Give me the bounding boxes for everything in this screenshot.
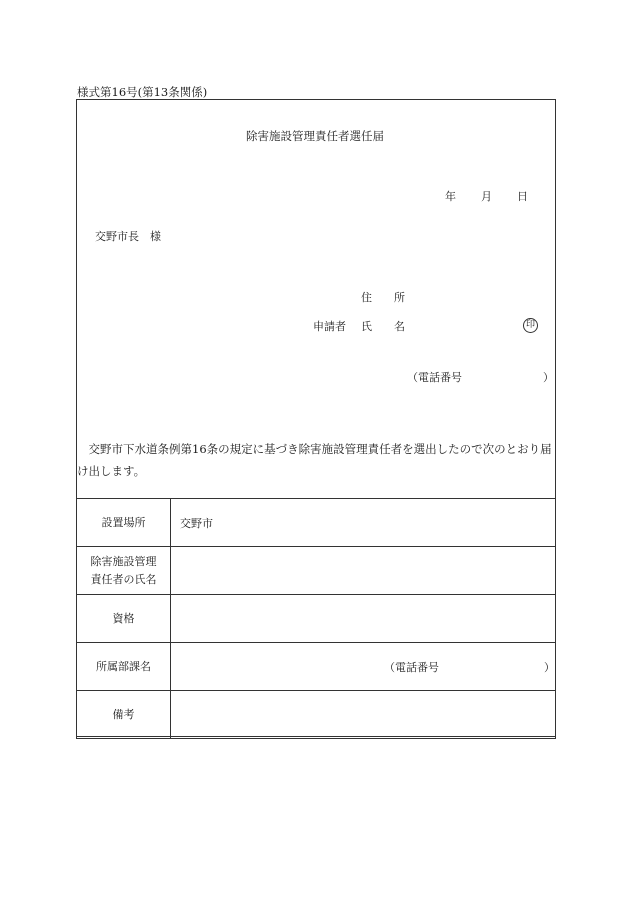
name-label: 氏 名 bbox=[361, 320, 405, 333]
form-number: 様式第16号(第13条関係) bbox=[77, 85, 208, 99]
addressee: 交野市長 様 bbox=[95, 230, 161, 243]
department-phone-close-paren: ） bbox=[544, 661, 555, 674]
remarks-value[interactable] bbox=[171, 691, 556, 739]
department-value[interactable] bbox=[171, 643, 556, 691]
seal-mark: 印 bbox=[523, 318, 538, 333]
phone-close-paren: ） bbox=[543, 371, 554, 384]
table-row bbox=[77, 499, 556, 547]
manager-name-label bbox=[77, 547, 171, 595]
table-row bbox=[77, 643, 556, 691]
remarks-label: 備考 bbox=[77, 691, 171, 739]
location-label: 設置場所 bbox=[77, 499, 171, 547]
table-row bbox=[77, 547, 556, 595]
department-phone-label: （電話番号 bbox=[384, 661, 439, 674]
table-row bbox=[77, 595, 556, 643]
applicant-role-label: 申請者 bbox=[313, 320, 346, 333]
date-day-label: 日 bbox=[517, 190, 528, 203]
qualification-value[interactable] bbox=[171, 595, 556, 643]
location-value[interactable]: 交野市 bbox=[171, 499, 556, 547]
manager-name-label-text: 除害施設管理責任者の氏名 bbox=[90, 554, 157, 586]
date-month-label: 月 bbox=[481, 190, 492, 203]
date-year-label: 年 bbox=[445, 190, 456, 203]
address-label: 住 所 bbox=[361, 291, 405, 304]
form-title: 除害施設管理責任者選任届 bbox=[246, 129, 384, 143]
manager-name-value[interactable] bbox=[171, 547, 556, 595]
department-label: 所属部課名 bbox=[77, 643, 171, 691]
details-table bbox=[76, 498, 556, 739]
body-text: 交野市下水道条例第16条の規定に基づき除害施設管理責任者を選出したので次のとおり届け出します。 bbox=[77, 442, 552, 478]
qualification-label: 資格 bbox=[77, 595, 171, 643]
phone-label: （電話番号 bbox=[407, 371, 462, 384]
table-row bbox=[77, 691, 556, 739]
